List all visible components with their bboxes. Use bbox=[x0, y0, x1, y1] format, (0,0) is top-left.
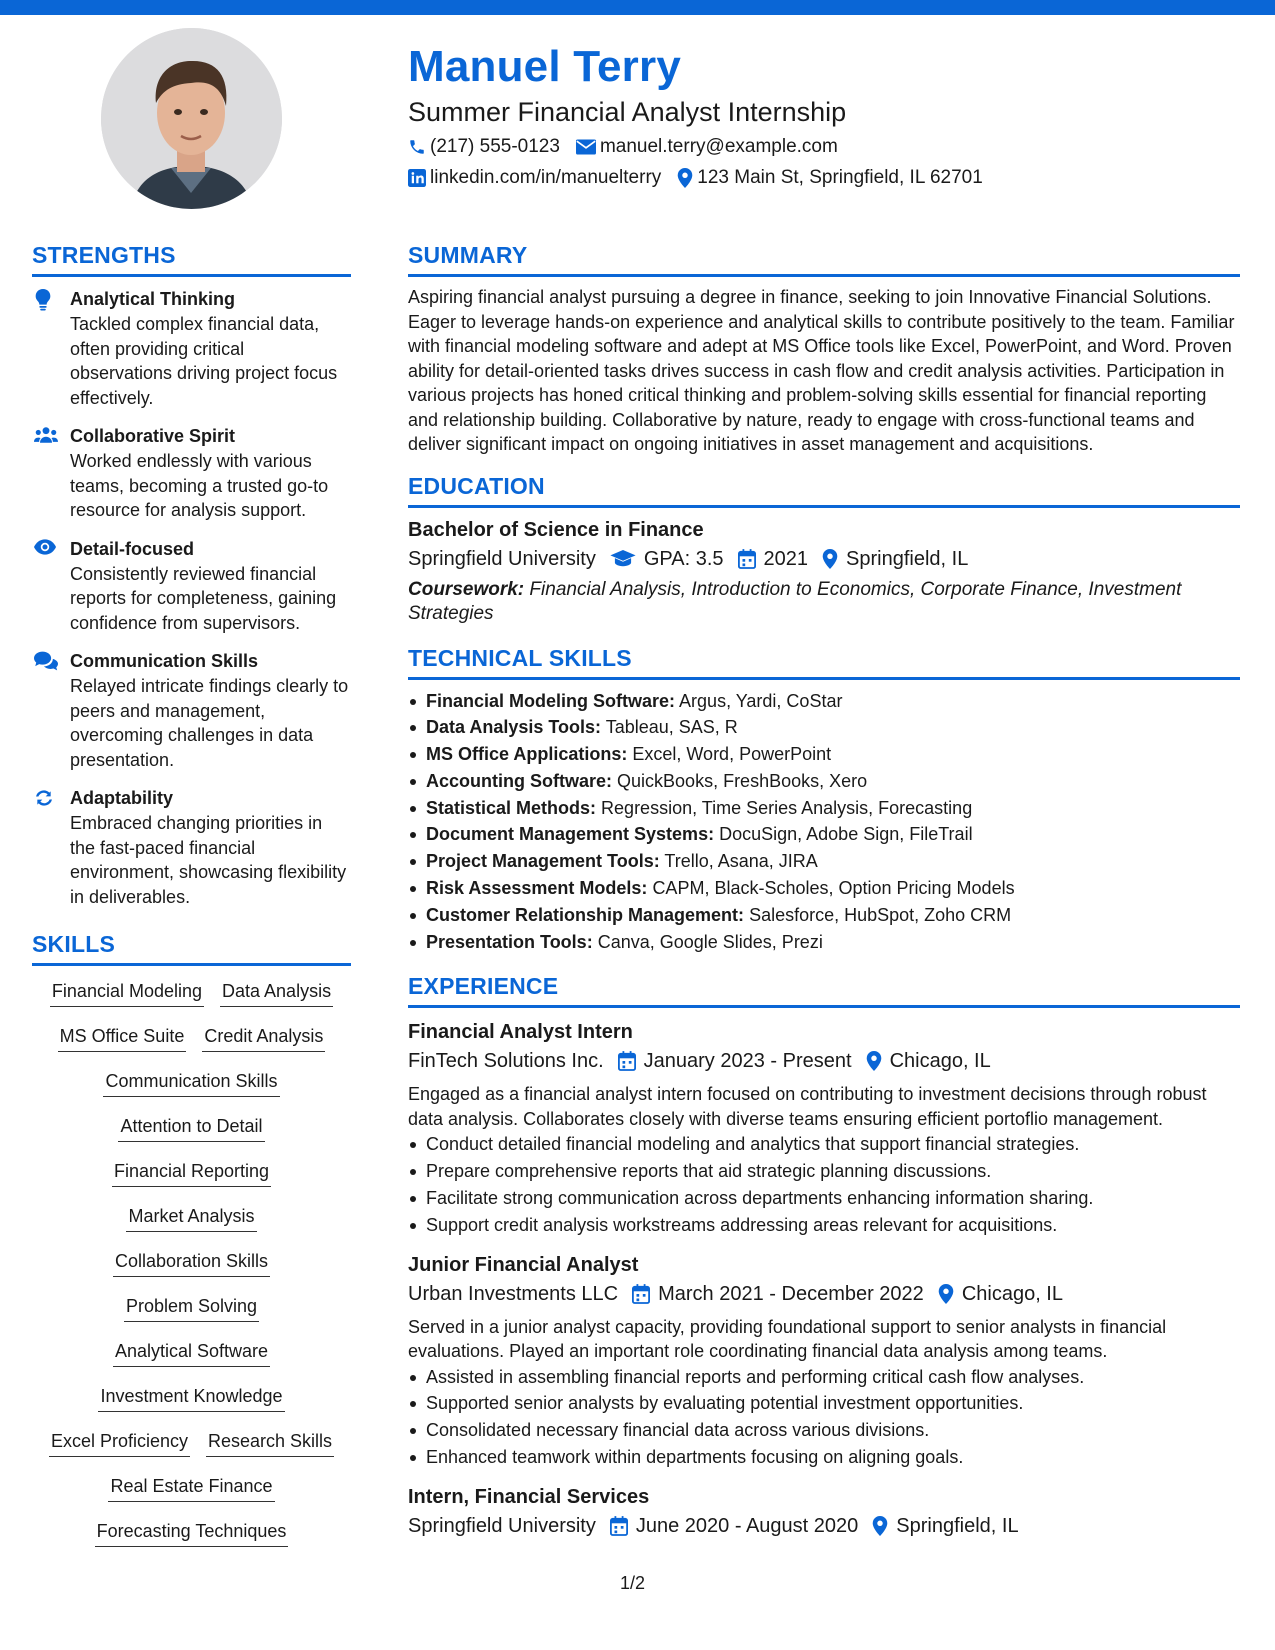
skill-tag: Financial Modeling bbox=[50, 978, 204, 1007]
strength-item bbox=[32, 287, 351, 410]
job-title: Junior Financial Analyst bbox=[408, 1253, 639, 1276]
education-heading: EDUCATION bbox=[408, 471, 1240, 508]
phone-contact[interactable] bbox=[408, 134, 560, 160]
sync-icon bbox=[34, 788, 54, 808]
strength-item bbox=[32, 537, 351, 636]
coursework bbox=[408, 578, 1240, 627]
skill-tag: Data Analysis bbox=[220, 978, 333, 1007]
strength-description: Consistently reviewed financial reports for completeness, gaining confidence from supervisors. bbox=[70, 563, 337, 633]
job-location: Springfield, IL bbox=[896, 1514, 1019, 1537]
skill-tag: Market Analysis bbox=[126, 1203, 256, 1232]
skill-tag: Research Skills bbox=[206, 1428, 334, 1457]
experience-section bbox=[408, 971, 1240, 1540]
list-item: Financial Modeling Software: Argus, Yardi, CoStar bbox=[408, 688, 1240, 715]
right-column bbox=[408, 240, 1240, 1541]
calendar-icon bbox=[632, 1284, 650, 1304]
resume-header bbox=[408, 40, 1248, 191]
skill-tag: Forecasting Techniques bbox=[95, 1518, 289, 1547]
map-pin-icon bbox=[822, 549, 838, 569]
map-pin-icon bbox=[866, 1051, 882, 1071]
skill-tag: Analytical Software bbox=[113, 1338, 270, 1367]
job-location: Chicago, IL bbox=[889, 1050, 991, 1073]
email-contact[interactable] bbox=[576, 134, 838, 160]
coursework-list: Financial Analysis, Introduction to Economics, Corporate Finance, Investment Strategies bbox=[408, 578, 1182, 624]
summary-heading: SUMMARY bbox=[408, 240, 1240, 277]
list-item: Assisted in assembling financial reports and performing critical cash flow analyses. bbox=[408, 1364, 1240, 1391]
list-item: Presentation Tools: Canva, Google Slides, Prezi bbox=[408, 929, 1240, 956]
strength-title: Adaptability bbox=[70, 788, 174, 808]
skill-tag: Excel Proficiency bbox=[49, 1428, 190, 1457]
job-meta bbox=[408, 1279, 1240, 1309]
job-description: Engaged as a financial analyst intern focused on contributing to investment decisions through robust data analysis. Collaborates closely with diverse teams ensuring efficient portoflio management. bbox=[408, 1084, 1207, 1129]
strength-title: Collaborative Spirit bbox=[70, 426, 236, 446]
job-dates: March 2021 - December 2022 bbox=[658, 1282, 924, 1305]
list-item: Conduct detailed financial modeling and analytics that support financial strategies. bbox=[408, 1131, 1240, 1158]
education-section bbox=[408, 471, 1240, 627]
strength-description: Worked endlessly with various teams, becoming a trusted go-to resource for analysis support. bbox=[70, 451, 329, 520]
list-item: Accounting Software: QuickBooks, FreshBooks, Xero bbox=[408, 768, 1240, 795]
lightbulb-icon bbox=[34, 289, 52, 311]
job-location: Chicago, IL bbox=[961, 1282, 1063, 1305]
company-name: FinTech Solutions Inc. bbox=[408, 1050, 604, 1073]
list-item: MS Office Applications: Excel, Word, PowerPoint bbox=[408, 741, 1240, 768]
address-text: 123 Main St, Springfield, IL 62701 bbox=[697, 167, 983, 188]
skill-tag: Credit Analysis bbox=[202, 1023, 325, 1052]
job-entry bbox=[408, 1483, 1240, 1541]
linkedin-text: linkedin.com/in/manuelterry bbox=[430, 167, 662, 188]
linkedin-icon bbox=[408, 169, 426, 187]
contact-row-1 bbox=[408, 134, 1248, 160]
top-accent-bar bbox=[0, 0, 1275, 15]
phone-text: (217) 555-0123 bbox=[430, 136, 560, 157]
eye-icon bbox=[34, 539, 56, 555]
list-item: Statistical Methods: Regression, Time Series Analysis, Forecasting bbox=[408, 795, 1240, 822]
company-name: Urban Investments LLC bbox=[408, 1282, 619, 1305]
coursework-label: Coursework: bbox=[408, 578, 525, 600]
list-item: Enhanced teamwork within departments focusing on aligning goals. bbox=[408, 1444, 1240, 1471]
strength-title: Analytical Thinking bbox=[70, 289, 236, 309]
users-icon bbox=[34, 426, 58, 444]
job-entry bbox=[408, 1251, 1240, 1471]
contact-row-2 bbox=[408, 165, 1248, 191]
summary-text: Aspiring financial analyst pursuing a degree in finance, seeking to join Innovative Financial Solutions. Eager to leverage hands-on experience and analytical skills to contribute positively to the team. Familiar with financial modeling software and adept at MS Office tools like Excel, PowerPoint, and Word. Proven ability for detail-oriented tasks drives success in cash flow and credit analysis activities. Participation in various projects has honed critical thinking and problem-solving skills essential for financial reporting and relationship building. Collaborative by nature, ready to engage with cross-functional teams and deliver significant impact on ongoing initiatives in asset management and acquisitions. bbox=[408, 287, 1235, 454]
envelope-icon bbox=[576, 139, 596, 155]
education-location: Springfield, IL bbox=[846, 547, 969, 570]
graduation-cap-icon bbox=[610, 550, 636, 568]
phone-icon bbox=[408, 138, 426, 156]
job-bullets bbox=[408, 1131, 1240, 1238]
degree-title: Bachelor of Science in Finance bbox=[408, 518, 704, 541]
email-text: manuel.terry@example.com bbox=[599, 136, 838, 157]
linkedin-contact[interactable] bbox=[408, 165, 661, 191]
skill-tag: Investment Knowledge bbox=[98, 1383, 284, 1412]
education-meta bbox=[408, 544, 1240, 574]
experience-heading: EXPERIENCE bbox=[408, 971, 1240, 1008]
list-item: Project Management Tools: Trello, Asana, JIRA bbox=[408, 848, 1240, 875]
job-meta bbox=[408, 1511, 1240, 1541]
left-column bbox=[32, 240, 351, 1563]
company-name: Springfield University bbox=[408, 1514, 596, 1537]
map-pin-icon bbox=[677, 168, 693, 188]
strength-item bbox=[32, 424, 351, 523]
calendar-icon bbox=[618, 1051, 636, 1071]
strength-description: Relayed intricate findings clearly to peers and management, overcoming challenges in data presentation. bbox=[70, 676, 349, 770]
skill-tag: Problem Solving bbox=[124, 1293, 259, 1322]
list-item: Prepare comprehensive reports that aid strategic planning discussions. bbox=[408, 1158, 1240, 1185]
strengths-heading: STRENGTHS bbox=[32, 240, 351, 277]
list-item: Supported senior analysts by evaluating potential investment opportunities. bbox=[408, 1390, 1240, 1417]
list-item: Consolidated necessary financial data across various divisions. bbox=[408, 1417, 1240, 1444]
skill-tag: MS Office Suite bbox=[58, 1023, 187, 1052]
profile-photo bbox=[101, 28, 282, 209]
list-item: Support credit analysis workstreams addressing areas relevant for acquisitions. bbox=[408, 1212, 1240, 1239]
skill-tag: Financial Reporting bbox=[112, 1158, 271, 1187]
target-position: Summer Financial Analyst Internship bbox=[408, 97, 847, 127]
map-pin-icon bbox=[938, 1284, 954, 1304]
skill-tag: Attention to Detail bbox=[118, 1113, 264, 1142]
technical-skills-heading: TECHNICAL SKILLS bbox=[408, 643, 1240, 680]
skill-tag: Real Estate Finance bbox=[108, 1473, 274, 1502]
page-number: 1/2 bbox=[620, 1573, 646, 1593]
list-item: Data Analysis Tools: Tableau, SAS, R bbox=[408, 714, 1240, 741]
comments-icon bbox=[34, 651, 58, 671]
strength-title: Communication Skills bbox=[70, 651, 259, 671]
strength-title: Detail-focused bbox=[70, 538, 195, 559]
strengths-list bbox=[32, 287, 351, 909]
list-item: Document Management Systems: DocuSign, Adobe Sign, FileTrail bbox=[408, 821, 1240, 848]
candidate-name: Manuel Terry bbox=[408, 42, 681, 91]
job-meta bbox=[408, 1046, 1240, 1076]
calendar-icon bbox=[738, 549, 756, 569]
strength-description: Tackled complex financial data, often providing critical observations driving project focus effectively. bbox=[70, 314, 338, 408]
graduation-year: 2021 bbox=[763, 547, 809, 570]
calendar-icon bbox=[610, 1516, 628, 1536]
map-pin-icon bbox=[872, 1516, 888, 1536]
job-title: Intern, Financial Services bbox=[408, 1485, 650, 1508]
technical-skills-list bbox=[408, 688, 1240, 956]
job-bullets bbox=[408, 1364, 1240, 1471]
job-entry bbox=[408, 1018, 1240, 1238]
job-title: Financial Analyst Intern bbox=[408, 1021, 633, 1044]
job-dates: January 2023 - Present bbox=[643, 1050, 852, 1073]
skills-tag-list bbox=[32, 978, 351, 1563]
skills-heading: SKILLS bbox=[32, 929, 351, 966]
list-item: Facilitate strong communication across departments enhancing information sharing. bbox=[408, 1185, 1240, 1212]
strength-item bbox=[32, 649, 351, 772]
list-item: Customer Relationship Management: Salesforce, HubSpot, Zoho CRM bbox=[408, 902, 1240, 929]
job-description: Served in a junior analyst capacity, providing foundational support to senior analysts in financial evaluations. Played an important role coordinating financial data analysis among teams. bbox=[408, 1316, 1167, 1362]
skill-tag: Collaboration Skills bbox=[113, 1248, 270, 1277]
skills-section bbox=[32, 929, 351, 1563]
strength-item bbox=[32, 786, 351, 909]
skill-tag: Communication Skills bbox=[103, 1068, 279, 1097]
technical-skills-section bbox=[408, 643, 1240, 956]
gpa-text: GPA: 3.5 bbox=[643, 547, 724, 570]
address-contact bbox=[677, 165, 983, 191]
job-dates: June 2020 - August 2020 bbox=[635, 1514, 859, 1537]
school-name: Springfield University bbox=[408, 547, 596, 570]
strength-description: Embraced changing priorities in the fast-paced financial environment, showcasing flexibility in deliverables. bbox=[70, 813, 347, 907]
list-item: Risk Assessment Models: CAPM, Black-Scholes, Option Pricing Models bbox=[408, 875, 1240, 902]
